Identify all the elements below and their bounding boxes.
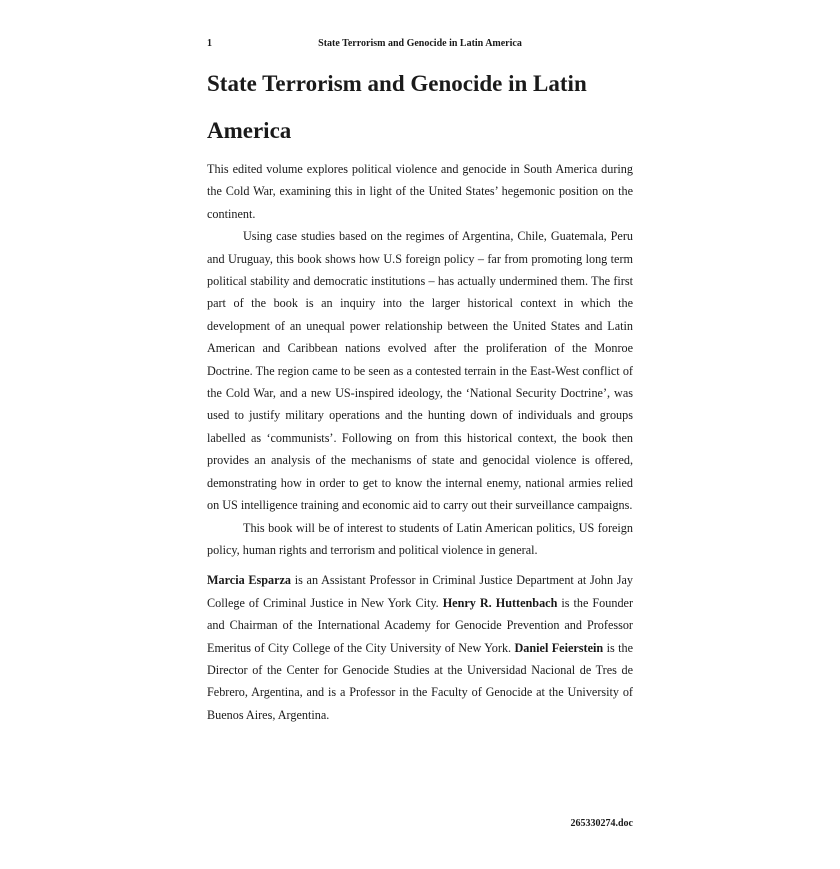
- page-footer-filename: 265330274.doc: [570, 818, 633, 829]
- audience-paragraph: This book will be of interest to students of Latin American politics, US foreign policy, human rights and terrorism and political violence in general.: [207, 520, 633, 557]
- editor-name-feierstein: Daniel Feierstein: [514, 640, 604, 655]
- running-title: State Terrorism and Genocide in Latin America: [318, 38, 522, 49]
- page-header: [207, 38, 633, 54]
- editor-name-esparza: Marcia Esparza: [207, 573, 292, 588]
- editor-bio-feierstein: is the Director of the Center for Genocide Studies at the Universidad Nacional de Tres de Febrero, Argentina, and is a Professor in the Faculty of Genocide at the University of Buenos Aires, Argentina.: [207, 640, 633, 722]
- intro-paragraph: This edited volume explores political violence and genocide in South America during the Cold War, examining this in light of the United States’ hegemonic position on the continent.: [207, 162, 633, 221]
- editor-bios: [207, 569, 633, 726]
- document-title: State Terrorism and Genocide in Latin America: [207, 71, 587, 143]
- document-body: [207, 158, 633, 726]
- editor-name-huttenbach: Henry R. Huttenbach: [442, 595, 558, 610]
- page-number: 1: [207, 38, 212, 49]
- editor-bio-esparza: is an Assistant Professor in Criminal Justice Department at John Jay College of Criminal Justice in New York City.: [207, 573, 633, 610]
- case-study-paragraph: Using case studies based on the regimes of Argentina, Chile, Guatemala, Peru and Uruguay, this book shows how U.S foreign policy – far from promoting long term political stability and democratic institutions – has actually undermined them. The first part of the book is an inquiry into the larger historical context in which the development of an unequal power relationship between the United States and Latin American and Caribbean nations evolved after the proliferation of the Monroe Doctrine. The region came to be seen as a contested terrain in the East-West conflict of the Cold War, and a new US-inspired ideology, the ‘National Security Doctrine’, was used to justify military operations and the hunting down of individuals and groups labelled as ‘communists’. Following on from this historical context, the book then provides an analysis of the mechanisms of state and genocidal violence is offered, demonstrating how in order to get to know the internal enemy, national armies relied on US intelligence training and economic aid to carry out their surveillance campaigns.: [207, 229, 633, 513]
- editor-bio-huttenbach: is the Founder and Chairman of the International Academy for Genocide Prevention and Professor Emeritus of City College of the City University of New York.: [207, 595, 634, 655]
